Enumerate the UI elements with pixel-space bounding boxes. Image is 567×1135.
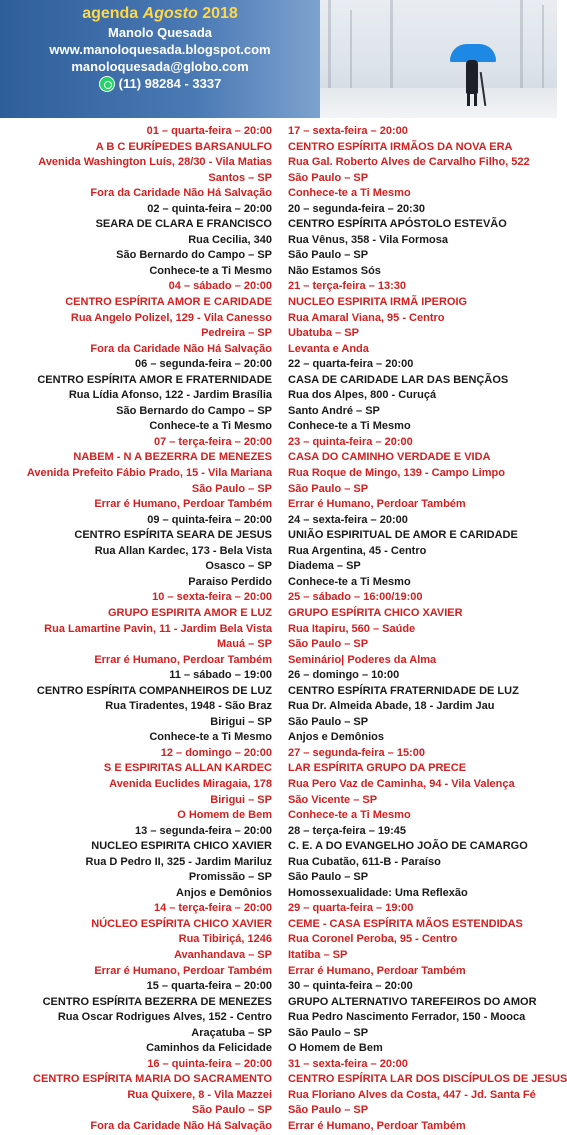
agenda-line: Rua Quixere, 8 - Vila Mazzei — [127, 1088, 272, 1101]
agenda-line: Errar é Humano, Perdoar Também — [94, 653, 272, 666]
agenda-line: 15 – quarta-feira – 20:00 — [146, 980, 272, 993]
agenda-line: São Paulo – SP — [191, 482, 272, 495]
agenda-line: C. E. A DO EVANGELHO JOÃO DE CAMARGO — [288, 840, 528, 853]
agenda-line: NABEM - N A BEZERRA DE MENEZES — [73, 451, 272, 464]
agenda-line: São Paulo – SP — [288, 715, 369, 728]
agenda-line: Itatiba – SP — [288, 948, 348, 961]
agenda-line: Rua Vênus, 358 - Vila Formosa — [288, 233, 448, 246]
agenda-line: CEME - CASA ESPÍRITA MÃOS ESTENDIDAS — [288, 917, 523, 930]
agenda-line: Rua Coronel Peroba, 95 - Centro — [288, 933, 458, 946]
agenda-line: 25 – sábado – 16:00/19:00 — [288, 591, 423, 604]
agenda-line: Conhece-te a Ti Mesmo — [149, 420, 272, 433]
agenda-line: Rua Cecilia, 340 — [188, 233, 272, 246]
agenda-line: Avenida Prefeito Fábio Prado, 15 - Vila Mariana — [26, 467, 272, 480]
agenda-line: 09 – quinta-feira – 20:00 — [147, 513, 272, 526]
agenda-line: Conhece-te a Ti Mesmo — [288, 187, 411, 200]
agenda-line: Pedreira – SP — [201, 327, 272, 340]
agenda-line: Rua Itapiru, 560 – Saúde — [288, 622, 416, 635]
agenda-line: S E ESPIRITAS ALLAN KARDEC — [103, 762, 272, 775]
agenda-line: Rua Tibiriçá, 1246 — [178, 933, 272, 946]
agenda-line: Caminhos da Felicidade — [146, 1042, 272, 1055]
email-link[interactable]: manoloquesada@globo.com — [71, 59, 249, 74]
agenda-line: Birigui – SP — [210, 715, 272, 728]
agenda-line: LAR ESPÍRITA GRUPO DA PRECE — [288, 762, 467, 775]
agenda-line: NUCLEO ESPIRITA IRMÃ IPEROIG — [288, 296, 468, 309]
agenda-line: São Paulo – SP — [288, 249, 369, 262]
agenda-line: Fora da Caridade Não Há Salvação — [90, 342, 272, 355]
agenda-line: 30 – quinta-feira – 20:00 — [288, 980, 413, 993]
agenda-line: Rua Amaral Viana, 95 - Centro — [288, 311, 445, 324]
agenda-line: Avanhandava – SP — [173, 948, 272, 961]
agenda-line: São Paulo – SP — [288, 171, 369, 184]
agenda-line: 22 – quarta-feira – 20:00 — [288, 358, 414, 371]
agenda-line: CENTRO ESPÍRITA APÓSTOLO ESTEVÃO — [288, 218, 507, 231]
agenda-line: 01 – quarta-feira – 20:00 — [146, 125, 272, 137]
agenda-line: GRUPO ALTERNATIVO TAREFEIROS DO AMOR — [288, 995, 537, 1008]
agenda-line: Araçatuba – SP — [191, 1026, 272, 1039]
agenda-line: Conhece-te a Ti Mesmo — [288, 575, 411, 588]
agenda-line: 04 – sábado – 20:00 — [168, 280, 272, 293]
agenda-line: O Homem de Bem — [288, 1042, 383, 1055]
agenda-title — [0, 4, 320, 24]
agenda-line: 16 – quinta-feira – 20:00 — [147, 1057, 272, 1070]
agenda-line: Birigui – SP — [210, 793, 272, 806]
agenda-line: Rua Pero Vaz de Caminha, 94 - Vila Valença — [288, 777, 515, 790]
agenda-line: São Paulo – SP — [288, 638, 369, 651]
agenda-line: Seminário| Poderes da Alma — [288, 653, 437, 666]
agenda-line: Conhece-te a Ti Mesmo — [288, 420, 411, 433]
agenda-line: 27 – segunda-feira – 15:00 — [288, 746, 425, 759]
snow-walker-photo — [320, 0, 557, 118]
agenda-line: 02 – quinta-feira – 20:00 — [147, 202, 272, 215]
agenda-line: Rua Floriano Alves da Costa, 447 - Jd. Santa Fé — [288, 1088, 536, 1101]
agenda-line: 26 – domingo – 10:00 — [288, 669, 400, 682]
agenda-line: Rua Roque de Mingo, 139 - Campo Limpo — [288, 467, 505, 480]
agenda-line: Fora da Caridade Não Há Salvação — [90, 187, 272, 200]
agenda-line: Conhece-te a Ti Mesmo — [288, 809, 411, 822]
agenda-line: São Bernardo do Campo – SP — [116, 404, 272, 417]
agenda-line: CENTRO ESPÍRITA IRMÃOS DA NOVA ERA — [288, 140, 513, 153]
agenda-line: Avenida Euclides Miragaia, 178 — [109, 777, 272, 790]
agenda-line: 17 – sexta-feira – 20:00 — [288, 125, 408, 137]
agenda-column-right — [288, 124, 567, 1135]
agenda-line: Osasco – SP — [205, 560, 272, 573]
title-month: Agosto — [142, 5, 198, 22]
agenda-line: CASA DE CARIDADE LAR DAS BENÇÃOS — [288, 373, 509, 386]
agenda-line: São Paulo – SP — [288, 1104, 369, 1117]
agenda-line: Levanta e Anda — [288, 342, 369, 355]
agenda-line: CASA DO CAMINHO VERDADE E VIDA — [288, 451, 491, 464]
agenda-line: 29 – quarta-feira – 19:00 — [288, 902, 414, 915]
agenda-line: Ubatuba – SP — [288, 327, 359, 340]
agenda-line: Rua Allan Kardec, 173 - Bela Vista — [94, 544, 272, 557]
agenda-line: Não Estamos Sós — [288, 264, 381, 277]
author-name: Manolo Quesada — [107, 25, 213, 40]
agenda-line: 23 – quinta-feira – 20:00 — [288, 435, 413, 448]
agenda-line: CENTRO ESPÍRITA FRATERNIDADE DE LUZ — [288, 684, 519, 697]
agenda-line: A B C EURÍPEDES BARSANULFO — [95, 140, 272, 153]
phone-row — [99, 75, 222, 92]
agenda-line: Rua Tiradentes, 1948 - São Braz — [105, 700, 272, 713]
agenda-line: 31 – sexta-feira – 20:00 — [288, 1057, 408, 1070]
header-banner — [0, 0, 557, 118]
agenda-line: 11 – sábado – 19:00 — [169, 669, 272, 682]
agenda-line: Rua Dr. Almeida Abade, 18 - Jardim Jau — [288, 700, 495, 713]
agenda-line: CENTRO ESPÍRITA AMOR E FRATERNIDADE — [37, 373, 272, 386]
agenda-line: Rua D Pedro II, 325 - Jardim Mariluz — [85, 855, 272, 868]
agenda-line: CENTRO ESPÍRITA LAR DOS DISCÍPULOS DE JESUS — [288, 1073, 567, 1086]
agenda-line: São Vicente – SP — [288, 793, 378, 806]
agenda-line: 28 – terça-feira – 19:45 — [288, 824, 407, 837]
agenda-line: GRUPO ESPIRITA AMOR E LUZ — [108, 606, 272, 619]
agenda-line: 07 – terça-feira – 20:00 — [153, 435, 272, 448]
agenda-line: Avenida Washington Luís, 28/30 - Vila Matias — [38, 156, 272, 169]
agenda-line: 21 – terça-feira – 13:30 — [288, 280, 407, 293]
agenda-line: CENTRO ESPÍRITA AMOR E CARIDADE — [65, 296, 272, 309]
agenda-line: São Paulo – SP — [288, 482, 369, 495]
agenda-line: CENTRO ESPÍRITA COMPANHEIROS DE LUZ — [36, 684, 272, 697]
title-agenda: agenda — [82, 5, 139, 22]
agenda-column-left — [0, 124, 272, 1135]
agenda-line: Paraiso Perdido — [188, 575, 272, 588]
agenda-line: 13 – segunda-feira – 20:00 — [135, 824, 272, 837]
agenda-line: Errar é Humano, Perdoar Também — [94, 498, 272, 511]
agenda-line: Rua Lamartine Pavin, 11 - Jardim Bela Vista — [44, 622, 272, 635]
phone-number: (11) 98284 - 3337 — [118, 76, 222, 91]
agenda-line: Anjos e Demônios — [176, 886, 272, 899]
agenda-line: São Paulo – SP — [288, 1026, 369, 1039]
agenda-line: CENTRO ESPÍRITA BEZERRA DE MENEZES — [42, 995, 272, 1008]
agenda-line: Rua Oscar Rodrigues Alves, 152 - Centro — [57, 1011, 272, 1024]
agenda-line: Errar é Humano, Perdoar Também — [94, 964, 272, 977]
agenda-line: CENTRO ESPÍRITA MARIA DO SACRAMENTO — [33, 1073, 272, 1086]
agenda-line: Rua Argentina, 45 - Centro — [288, 544, 427, 557]
agenda-line: Rua Cubatão, 611-B - Paraíso — [288, 855, 441, 868]
agenda-line: Homossexualidade: Uma Reflexão — [288, 886, 468, 899]
agenda-line: Rua Lídia Afonso, 122 - Jardim Brasília — [68, 389, 272, 402]
agenda-line: Errar é Humano, Perdoar Também — [288, 498, 466, 511]
agenda-line: 06 – segunda-feira – 20:00 — [135, 358, 272, 371]
agenda-line: 10 – sexta-feira – 20:00 — [152, 591, 272, 604]
agenda-line: Conhece-te a Ti Mesmo — [149, 264, 272, 277]
agenda-line: 14 – terça-feira – 20:00 — [153, 902, 272, 915]
agenda-line: GRUPO ESPÍRITA CHICO XAVIER — [288, 606, 463, 619]
agenda-line: O Homem de Bem — [177, 809, 272, 822]
agenda-line: São Bernardo do Campo – SP — [116, 249, 272, 262]
agenda-line: 12 – domingo – 20:00 — [160, 746, 272, 759]
blog-link[interactable]: www.manoloquesada.blogspot.com — [49, 42, 271, 57]
agenda-line: Errar é Humano, Perdoar Também — [288, 1120, 466, 1132]
agenda-line: 24 – sexta-feira – 20:00 — [288, 513, 408, 526]
agenda-line: Rua Angelo Polizel, 129 - Vila Canesso — [70, 311, 272, 324]
agenda-line: 20 – segunda-feira – 20:30 — [288, 202, 425, 215]
agenda-line: Rua dos Alpes, 800 - Curuçá — [288, 389, 437, 402]
agenda-line: São Paulo – SP — [191, 1104, 272, 1117]
agenda-line: Santo André – SP — [288, 404, 380, 417]
agenda-line: Conhece-te a Ti Mesmo — [149, 731, 272, 744]
agenda-line: SEARA DE CLARA E FRANCISCO — [95, 218, 272, 231]
agenda-line: UNIÃO ESPIRITUAL DE AMOR E CARIDADE — [288, 529, 518, 542]
agenda-line: NUCLEO ESPIRITA CHICO XAVIER — [91, 840, 272, 853]
agenda-line: São Paulo – SP — [288, 871, 369, 884]
agenda-line: NÚCLEO ESPÍRITA CHICO XAVIER — [91, 917, 272, 930]
agenda-line: Rua Gal. Roberto Alves de Carvalho Filho, 522 — [288, 156, 530, 169]
agenda-line: Rua Pedro Nascimento Ferrador, 150 - Mooca — [288, 1011, 526, 1024]
agenda-line: Mauá – SP — [216, 638, 272, 651]
header-text — [0, 4, 320, 96]
title-year: 2018 — [202, 5, 238, 22]
whatsapp-icon — [99, 76, 115, 92]
agenda-line: Fora da Caridade Não Há Salvação — [90, 1120, 272, 1132]
agenda-line: CENTRO ESPÍRITA SEARA DE JESUS — [74, 529, 272, 542]
agenda-line: Diadema – SP — [288, 560, 361, 573]
agenda-line: Promissão – SP — [188, 871, 272, 884]
agenda-line: Errar é Humano, Perdoar Também — [288, 964, 466, 977]
agenda-line: Anjos e Demônios — [288, 731, 384, 744]
agenda-line: Santos – SP — [208, 171, 272, 184]
